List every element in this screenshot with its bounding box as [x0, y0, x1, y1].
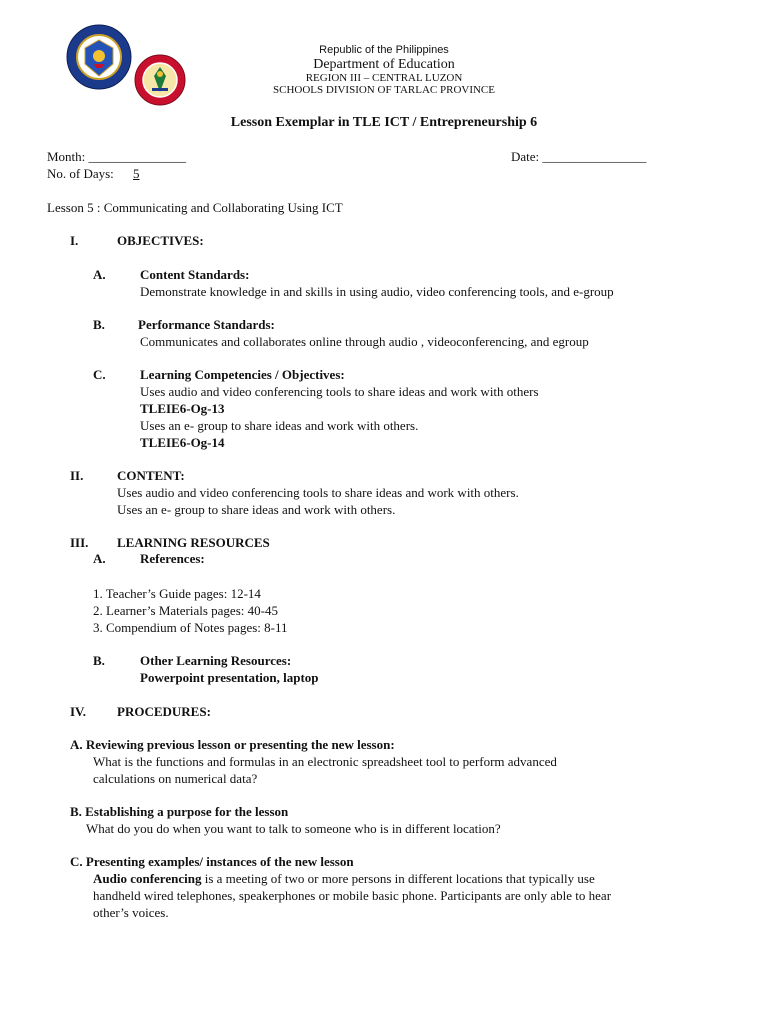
lesson-title: Lesson 5 : Communicating and Collaborating Using ICT: [47, 200, 343, 215]
section-title-content: CONTENT:: [117, 468, 185, 483]
reference-item: 1. Teacher’s Guide pages: 12-14: [93, 586, 261, 601]
content-text: Uses audio and video conferencing tools to share ideas and work with others.: [117, 485, 519, 500]
procedure-c-text: other’s voices.: [93, 905, 169, 920]
section-title-objectives: OBJECTIVES:: [117, 233, 204, 248]
month-field: Month: _______________: [47, 149, 187, 164]
header-region: REGION III – CENTRAL LUZON: [305, 72, 463, 84]
date-field: Date: ________________: [511, 149, 647, 164]
procedure-a-text: What is the functions and formulas in an electronic spreadsheet tool to perform advanced: [93, 754, 557, 769]
days-label: No. of Days:: [47, 166, 114, 181]
competency-code: TLEIE6-Og-14: [140, 435, 225, 450]
item-letter: A.: [93, 267, 106, 282]
references-title: References:: [140, 551, 205, 566]
competency-code: TLEIE6-Og-13: [140, 401, 225, 416]
performance-standards-title: Performance Standards:: [138, 317, 275, 332]
item-letter: A.: [93, 551, 106, 566]
reference-item: 2. Learner’s Materials pages: 40-45: [93, 603, 278, 618]
other-resources-text: Powerpoint presentation, laptop: [140, 670, 319, 685]
procedure-b-text: What do you do when you want to talk to someone who is in different location?: [86, 821, 501, 836]
competencies-title: Learning Competencies / Objectives:: [140, 367, 345, 382]
content-standards-title: Content Standards:: [140, 267, 250, 282]
competency-text: Uses audio and video conferencing tools to share ideas and work with others: [140, 384, 539, 399]
procedure-a-title: A. Reviewing previous lesson or presenting the new lesson:: [70, 737, 395, 752]
item-letter: C.: [93, 367, 106, 382]
audio-conferencing-term: Audio conferencing: [93, 871, 202, 886]
procedure-c-paragraph: [93, 871, 595, 887]
item-letter: B.: [93, 317, 105, 332]
other-resources-title: Other Learning Resources:: [140, 653, 292, 668]
content-standards-text: Demonstrate knowledge in and skills in using audio, video conferencing tools, and e-group: [140, 284, 614, 299]
performance-standards-text: Communicates and collaborates online through audio , videoconferencing, and egroup: [140, 334, 589, 349]
procedure-a-text: calculations on numerical data?: [93, 771, 258, 786]
section-number: I.: [70, 233, 79, 248]
procedure-c-text: is a meeting of two or more persons in different locations that typically use: [201, 871, 595, 886]
content-text: Uses an e- group to share ideas and work with others.: [117, 502, 396, 517]
procedure-c-title: C. Presenting examples/ instances of the new lesson: [70, 854, 354, 869]
item-letter: B.: [93, 653, 105, 668]
header-division: SCHOOLS DIVISION OF TARLAC PROVINCE: [273, 84, 495, 96]
section-number: III.: [70, 535, 89, 550]
page-title: Lesson Exemplar in TLE ICT / Entrepreneurship 6: [230, 115, 538, 130]
section-title-procedures: PROCEDURES:: [117, 704, 211, 719]
header-republic: Republic of the Philippines: [319, 44, 449, 56]
section-number: IV.: [70, 704, 87, 719]
reference-item: 3. Compendium of Notes pages: 8-11: [93, 620, 288, 635]
competency-text: Uses an e- group to share ideas and work with others.: [140, 418, 419, 433]
days-value: 5: [133, 166, 140, 181]
header-department: Department of Education: [313, 57, 455, 72]
procedure-c-text: handheld wired telephones, speakerphones or mobile basic phone. Participants are only able to hear: [93, 888, 612, 903]
section-number: II.: [70, 468, 84, 483]
section-title-learning-resources: LEARNING RESOURCES: [117, 535, 270, 550]
procedure-b-title: B. Establishing a purpose for the lesson: [70, 804, 289, 819]
